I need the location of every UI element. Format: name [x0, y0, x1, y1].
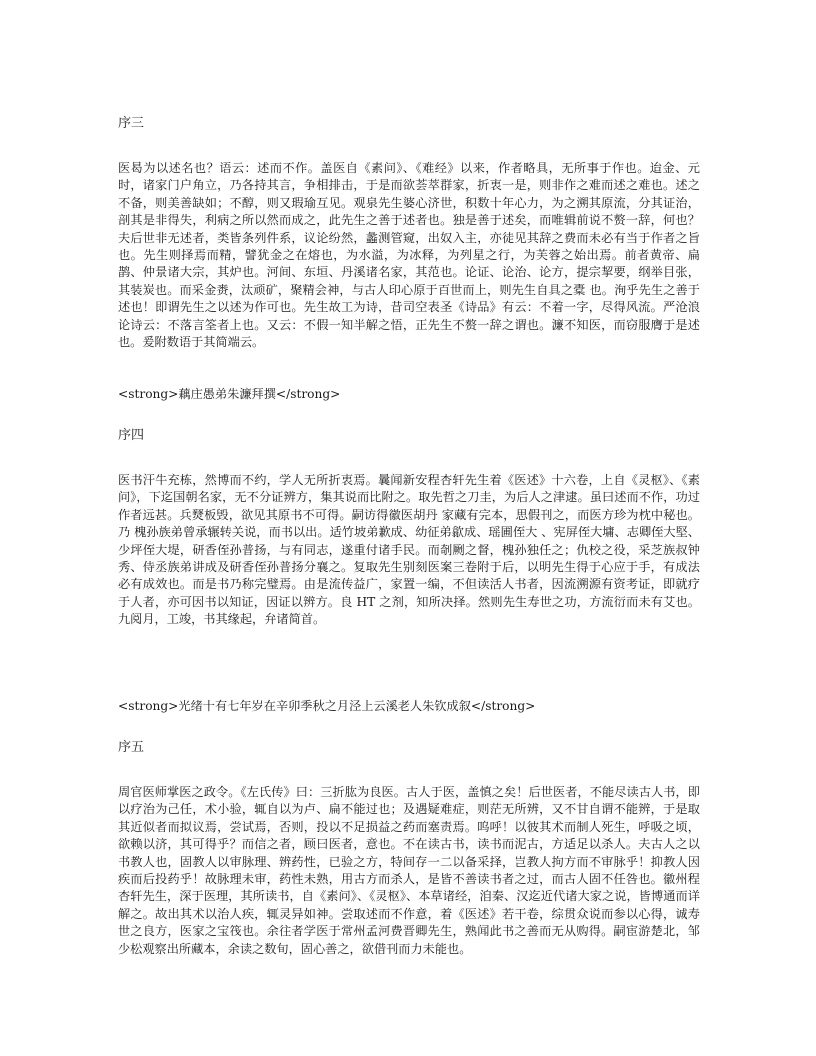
section-heading-preface-4: 序四	[118, 428, 145, 443]
section-body-preface-4: 医书汗牛充栋，然博而不约，学人无所折衷焉。曩闻新安程杏轩先生着《医述》十六卷，上自《灵枢》、《素问》，下迄国朝名家，无不分证辨方，集其说而比附之。取先哲之刀圭，为后人之津逮。虽曰述而不作，功过作者远甚。兵燹板毁，欲见其原书不可得。嗣访得徽医胡丹 家藏有完本，思假刊之，而医方珍为枕中秘也。乃 槐孙族弟曾承辗转关说，而书以出。适竹坡弟歉成、幼征弟歙成、瑶圃侄大 、宪屏侄大墉、志卿侄大堅、少坪侄大堤，研香侄孙普扬，与有同志，遂重付诸手民。而剞劂之督，槐孙独任之；仇校之役，采芝族叔钟秀、侍丞族弟讲成及研香侄孙普扬分襄之。复取先生别刻医案三卷附于后，以明先生得于心应于手，有成法必有成效也。而是书乃称完璧焉。由是流传益广，家置一编，不但读活人书者，因流溯源有资考证，即就疗于人者，亦可因书以知证，因证以辨方。良 HT 之剂，知所决择。然则先生寿世之功，方流衍而未有艾也。九阅月，工竣，书其缘起，弁诸简首。	[118, 473, 700, 627]
section-signature-preface-4: <strong>光绪十有七年岁在辛卯季秋之月泾上云溪老人朱钦成叙</strong>	[118, 699, 536, 713]
section-body-preface-5: 周官医师掌医之政令。《左氏传》曰：三折肱为良医。古人于医，盖慎之矣！后世医者，不能尽读古人书，即以疗治为己任，术小验，辄自以为卢、扁不能过也；及遇疑难症，则茫无所辨，又不甘自谓不能辨，于是取其近似者而拟议焉，尝试焉，否则，投以不足损益之药而塞责焉。呜呼！以彼其术而制人死生，呼吸之顷，欲赖以济，其可得乎？而信之者，顾曰医者，意也。不在读古书，读书而泥古，方适足以杀人。夫古人之以书教人也，固教人以审脉理、辨药性，已验之方，特间存一二以备采择，岂教人拘方而不审脉乎！抑教人因疾而后投药乎！故脉理未审，药性未熟，用古方而杀人，是皆不善读书者之过，而古人固不任咎也。徽州程杏轩先生，深于医理，其所读书，自《素问》、《灵枢》、本草诸经，洎秦、汉迄近代诸大家之说，皆博通而详解之。故出其术以治人疾，辄灵异如神。尝取述而不作意，着《医述》若干卷，综贯众说而参以心得，诚寿世之良方，医家之宝筏也。余往者学医于常州孟河费晋卿先生，熟闻此书之善而无从购得。嗣宦游楚北，邹少松观察出所藏本，余读之数旬，固心善之，欲借刊而力未能也。	[118, 785, 700, 956]
section-body-preface-3: 医曷为以述名也？语云：述而不作。盖医自《素问》、《难经》以来，作者略具，无所事于作也。迨金、元时，诸家门户角立，乃各持其言，争相排击，于是而欲荟萃群家，折衷一是，则非作之难而述之难也。述之不备，则美善缺如；不醇，则又瑕瑜互见。观泉先生婆心济世，积数十年心力，为之溯其原流，分其证治，剖其是非得失，利病之所以然而成之，此先生之善于述者也。独是善于述矣，而唯辑前说不赘一辞，何也？夫后世非无述者，类皆条列件系，议论纷然，蠡测管窥，出奴入主，亦徒见其辞之费而未必有当于作者之旨也。先生则择焉而精，譬犹金之在熔也，为水溢，为冰释，为列星之行，为芙蓉之始出焉。前者黄帝、扁鹊、仲景诸大宗，其炉也。河间、东垣、丹溪诸名家，其范也。论证、论治、论方，提宗挈要，纲举目张，其装炭也。而采金赉，汰顽矿，聚精会神，与古人印心原于百世而上，则先生自具之橐 也。洵乎先生之善于述也！即谓先生之以述为作可也。先生故工为诗，昔司空表圣《诗品》有云：不着一字，尽得风流。严沧浪论诗云：不落言筌者上也。又云：不假一知半解之悟，正先生不赘一辞之谓也。濂不知医，而窃服膺于是述也。爰附数语于其简端云。	[118, 161, 700, 350]
section-signature-preface-3: <strong>藕庄愚弟朱濂拜撰</strong>	[118, 387, 341, 401]
section-heading-preface-5: 序五	[118, 740, 145, 755]
section-heading-preface-3: 序三	[118, 116, 145, 131]
